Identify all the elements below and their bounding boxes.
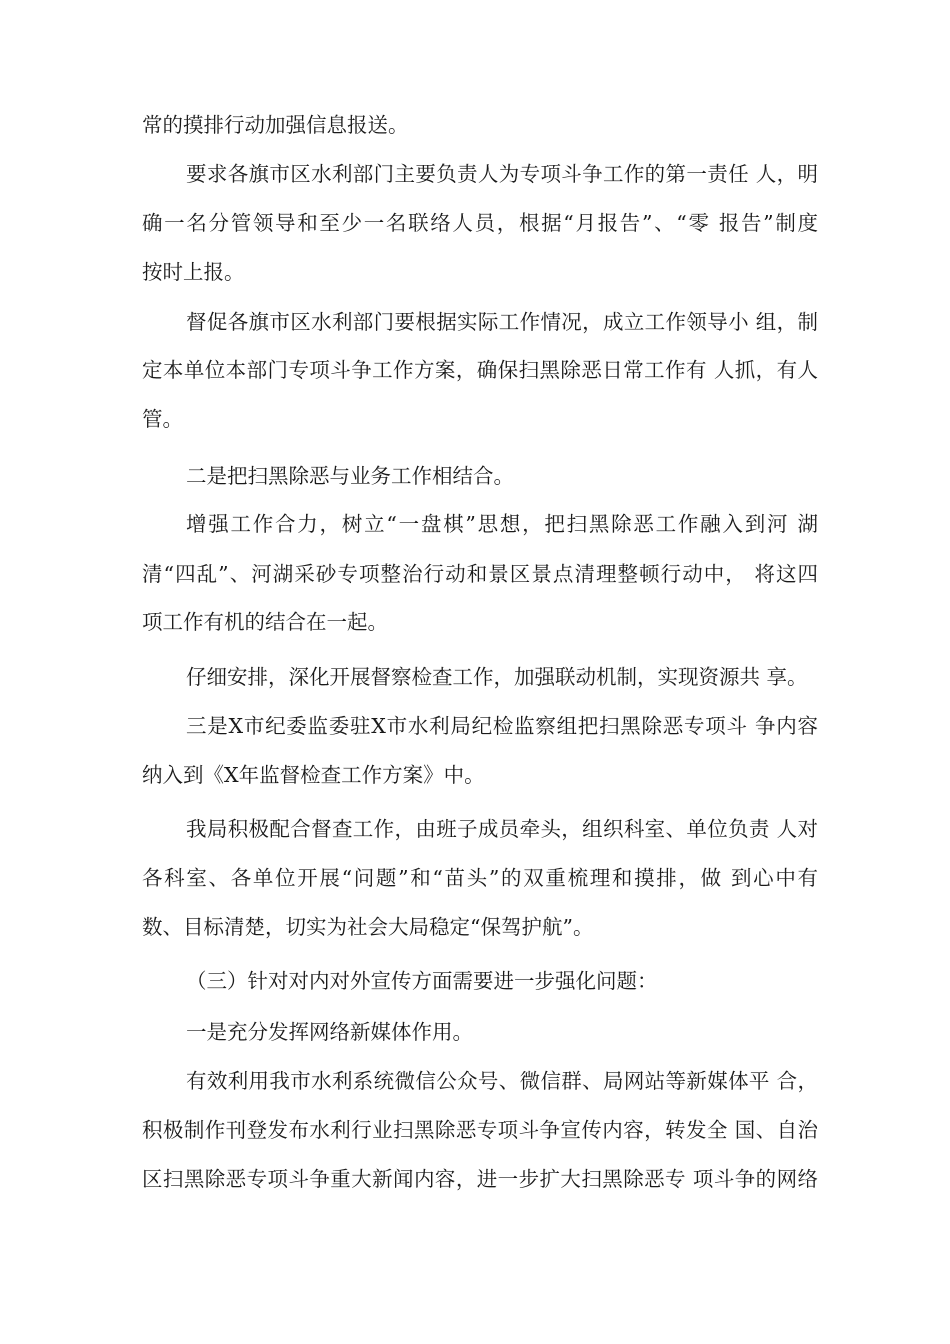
text-line: 一是充分发挥网络新媒体作用。 <box>186 1020 473 1044</box>
text-line: 要求各旗市区水利部门主要负责人为专项斗争工作的第一责任 人，明 <box>186 162 818 186</box>
text-line: 纳入到《X年监督检查工作方案》中。 <box>142 763 485 787</box>
text-line: 区扫黑除恶专项斗争重大新闻内容，进一步扩大扫黑除恶专 项斗争的网络 <box>142 1167 818 1191</box>
text-line: 督促各旗市区水利部门要根据实际工作情况，成立工作领导小 组，制 <box>186 310 818 334</box>
text-line: 有效利用我市水利系统微信公众号、微信群、局网站等新媒体平 合， <box>186 1069 818 1093</box>
text-line: 数、目标清楚，切实为社会大局稳定“保驾护航”。 <box>142 915 594 939</box>
text-line: 定本单位本部门专项斗争工作方案，确保扫黑除恶日常工作有 人抓，有人 <box>142 358 818 382</box>
text-line: 积极制作刊登发布水利行业扫黑除恶专项斗争宣传内容，转发全 国、自治 <box>142 1118 818 1142</box>
text-line: 清“四乱”、河湖采砂专项整治行动和景区景点清理整顿行动中， 将这四 <box>142 562 818 586</box>
text-line: 二是把扫黑除恶与业务工作相结合。 <box>186 464 514 488</box>
text-line: 仔细安排，深化开展督察检查工作，加强联动机制，实现资源共 享。 <box>186 665 808 689</box>
text-line: 我局积极配合督查工作，由班子成员牵头，组织科室、单位负责 人对 <box>186 817 818 841</box>
text-line: 各科室、各单位开展“问题”和“苗头”的双重梳理和摸排，做 到心中有 <box>142 866 818 890</box>
text-line: 增强工作合力，树立“一盘棋”思想，把扫黑除恶工作融入到河 湖 <box>186 512 818 536</box>
text-line: 三是X市纪委监委驻X市水利局纪检监察组把扫黑除恶专项斗 争内容 <box>186 714 818 738</box>
text-line: 按时上报。 <box>142 260 245 284</box>
section-heading: （三）针对对内对外宣传方面需要进一步强化问题： <box>186 969 658 993</box>
text-line: 项工作有机的结合在一起。 <box>142 610 388 634</box>
text-line: 确一名分管领导和至少一名联络人员，根据“月报告”、“零 报告”制度 <box>142 211 818 235</box>
text-line: 常的摸排行动加强信息报送。 <box>142 113 409 137</box>
text-line: 管。 <box>142 407 183 431</box>
